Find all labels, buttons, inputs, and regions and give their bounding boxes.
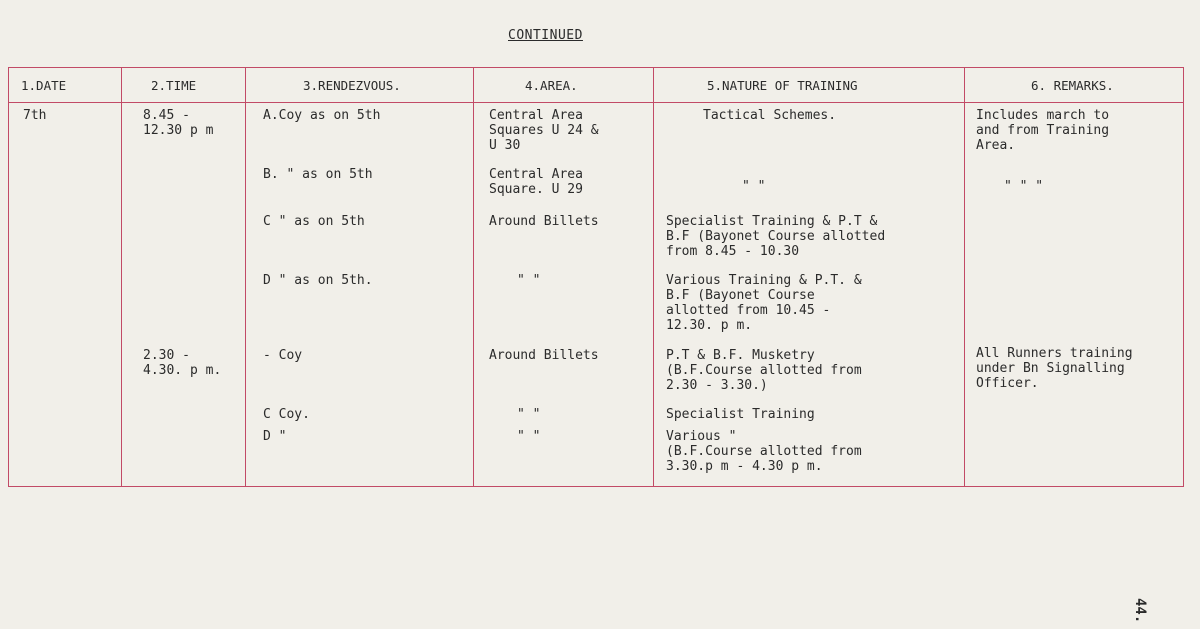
cell-training: Specialist Training — [666, 407, 815, 422]
page-heading: CONTINUED — [508, 28, 583, 43]
column-divider — [653, 68, 654, 486]
cell-training: P.T & B.F. Musketry (B.F.Course allotted from 2.30 - 3.30.) — [666, 348, 862, 393]
cell-rendezvous: D " as on 5th. — [263, 273, 373, 288]
cell-training: " " — [742, 179, 766, 194]
header-date: 1.DATE — [21, 78, 67, 93]
header-area: 4.AREA. — [525, 78, 578, 93]
cell-time: 8.45 - 12.30 p m — [143, 108, 214, 138]
column-divider — [964, 68, 965, 486]
header-rendezvous: 3.RENDEZVOUS. — [303, 78, 401, 93]
header-time: 2.TIME — [151, 78, 197, 93]
header-divider — [9, 102, 1183, 103]
cell-rendezvous: C Coy. — [263, 407, 310, 422]
column-divider — [473, 68, 474, 486]
cell-training: Various " (B.F.Course allotted from 3.30.p m - 4.30 p m. — [666, 429, 862, 474]
cell-area: " " — [517, 407, 541, 422]
cell-area: Central Area Square. U 29 — [489, 167, 583, 197]
cell-remarks: Includes march to and from Training Area. — [976, 108, 1110, 153]
cell-training: Tactical Schemes. — [703, 108, 837, 123]
header-remarks: 6. REMARKS. — [1031, 78, 1114, 93]
cell-time: 2.30 - 4.30. p m. — [143, 348, 222, 378]
cell-rendezvous: B. " as on 5th — [263, 167, 373, 182]
cell-area: " " — [517, 429, 541, 444]
cell-training: Various Training & P.T. & B.F (Bayonet Course allotted from 10.45 - 12.30. p m. — [666, 273, 862, 333]
page-number: 44. — [1132, 598, 1148, 624]
cell-rendezvous: D " — [263, 429, 287, 444]
training-table — [8, 67, 1184, 487]
column-divider — [245, 68, 246, 486]
cell-area: Around Billets — [489, 348, 599, 363]
cell-rendezvous: C " as on 5th — [263, 214, 365, 229]
cell-rendezvous: A.Coy as on 5th — [263, 108, 381, 123]
column-divider — [121, 68, 122, 486]
cell-date: 7th — [23, 108, 47, 123]
cell-remarks: " " " — [1004, 179, 1044, 194]
cell-training: Specialist Training & P.T & B.F (Bayonet Course allotted from 8.45 - 10.30 — [666, 214, 886, 259]
cell-area: Around Billets — [489, 214, 599, 229]
cell-rendezvous: - Coy — [263, 348, 303, 363]
header-training: 5.NATURE OF TRAINING — [707, 78, 858, 93]
cell-remarks: All Runners training under Bn Signalling Officer. — [976, 346, 1133, 391]
cell-area: Central Area Squares U 24 & U 30 — [489, 108, 599, 153]
cell-area: " " — [517, 273, 541, 288]
